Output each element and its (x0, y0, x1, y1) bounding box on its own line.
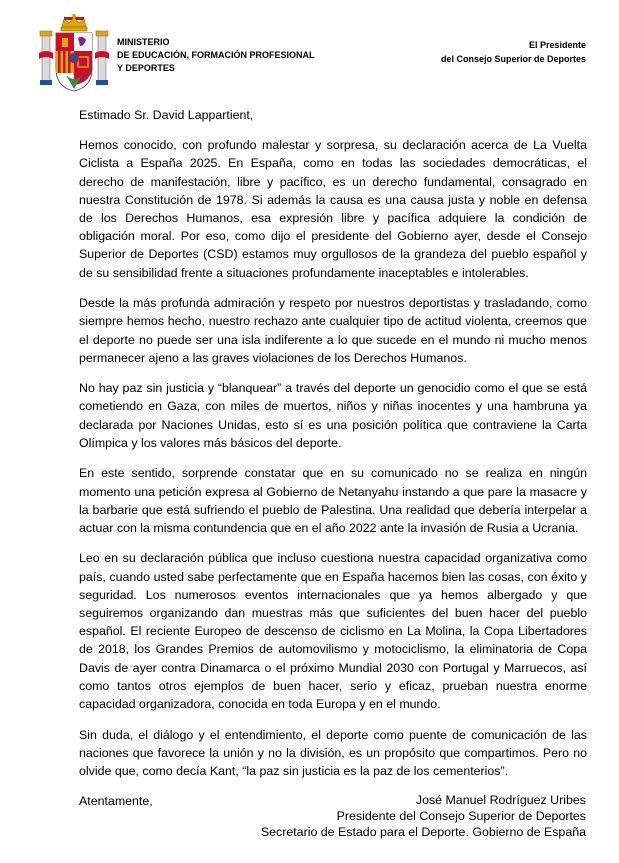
coat-of-arms-icon (38, 13, 110, 95)
paragraph: Hemos conocido, con profundo malestar y sorpresa, su declaración acerca de La Vuelta Ciclista a España 2025. En España, como en todas las sociedades democráticas, el derecho de manifestación, libre y pacífico, es un derecho fundamental, consagrado en nuestra Constitución de 1978. Si además la causa es una causa justa y noble en defensa de los Derechos Humanos, esa expresión libre y pacífica adquiere la condición de obligación moral. Por eso, como dijo el presidente del Gobierno ayer, desde el Consejo Superior de Deportes (CSD) estamos muy orgullosos de la grandeza del pueblo español y de su sensibilidad frente a situaciones profundamente inaceptables e intolerables. (79, 138, 587, 280)
paragraph: Sin duda, el diálogo y el entendimiento, el deporte como puente de comunicación de las naciones que favorece la unión y no la división, es un propósito que compartimos. Pero no olvide que, como decía Kant, “la paz sin justicia es la paz de los cementerios”. (79, 727, 587, 778)
paragraph: Desde la más profunda admiración y respeto por nuestros deportistas y trasladando, como siempre hemos hecho, nuestro rechazo ante cualquier tipo de actitud violenta, creemos que el deporte no puede ser una isla indiferente a lo que sucede en el mundo ni mucho menos permanecer ajeno a las graves violaciones de los Derechos Humanos. (79, 296, 587, 365)
sender-office-line-2: del Consejo Superior de Deportes (440, 54, 586, 64)
salutation: Estimado Sr. David Lappartient, (79, 108, 254, 122)
signatory-name: José Manuel Rodríguez Uribes (415, 793, 586, 807)
ministry-name (117, 36, 315, 75)
letter-body (79, 106, 587, 811)
closing: Atentamente, (79, 794, 153, 809)
sender-office (441, 38, 586, 66)
paragraph: Leo en su declaración pública que incluso cuestiona nuestra capacidad organizativa como país, cuando usted sabe perfectamente que en España hacemos bien las cosas, con éxito y seguridad. Los numerosos eventos internacionales que ya hemos albergado y que seguiremos organizando dan muestras más que suficientes del buen hacer del pueblo español. El reciente Europeo de descenso de ciclismo en La Molina, la Copa Libertadores de 2018, los Grandes Premios de automovilismo y motociclismo, la eliminatoria de Copa Davis de ayer contra Dinamarca o el próximo Mundial 2030 con Portugal y Marruecos, así como tantos otros ejemplos de buen hacer, serio y eficaz, prueban nuestra enorme capacidad organizadora, conocida en toda Europa y en el mundo. (79, 551, 587, 712)
ministry-line-1: MINISTERIO (117, 37, 170, 47)
paragraph: No hay paz sin justicia y “blanquear” a través del deporte un genocidio como el que se está cometiendo en Gaza, con miles de muertos, niños y niñas inocentes y una hambruna ya declarada por Naciones Unidas, esto sí es una posición política que contraviene la Carta Olímpica y los valores más básicos del deporte. (79, 381, 587, 450)
sender-office-line-1: El Presidente (528, 40, 586, 50)
signature-block (261, 792, 586, 840)
letterhead (0, 0, 619, 100)
signatory-title: Secretario de Estado para el Deporte. Gobierno de España (260, 825, 586, 839)
paragraph: En este sentido, sorprende constatar que en su comunicado no se realiza en ningún momento una petición expresa al Gobierno de Netanyahu instando a que pare la masacre y la barbarie que está sufriendo el pueblo de Palestina. Una realidad que debería interpelar a actuar con la misma contundencia que en el año 2022 ante la invasión de Rusia a Ucrania. (79, 466, 587, 535)
ministry-line-3: Y DEPORTES (117, 63, 175, 73)
signatory-title: Presidente del Consejo Superior de Deportes (336, 809, 586, 823)
ministry-line-2: DE EDUCACIÓN, FORMACIÓN PROFESIONAL (117, 50, 315, 60)
